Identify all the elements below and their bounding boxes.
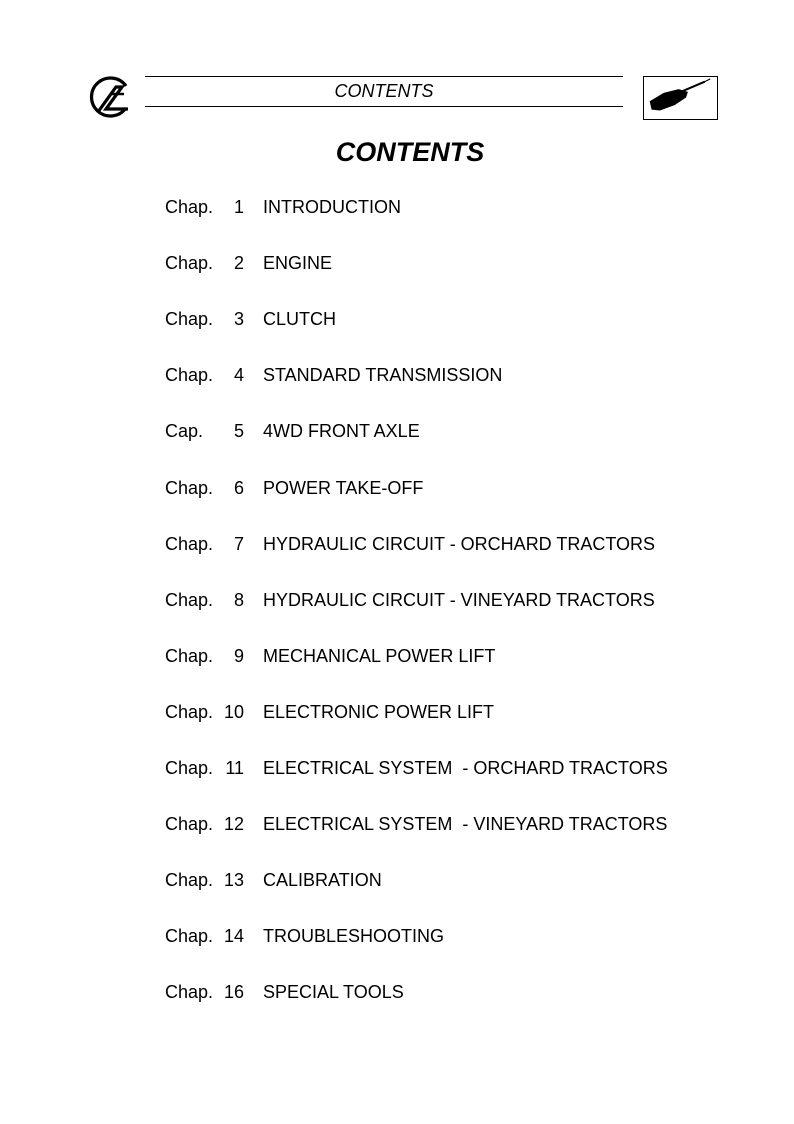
toc-entry — [0, 419, 794, 443]
toc-entry-number: 8 — [233, 589, 244, 610]
toc-entry-title: ELECTRICAL SYSTEM - ORCHARD TRACTORS — [263, 758, 668, 778]
toc-entry — [0, 363, 794, 387]
toc-entry-number: 5 — [233, 421, 244, 442]
toc-entry-number: 4 — [233, 365, 244, 386]
toc-entry — [0, 476, 794, 500]
toc-entry — [0, 195, 794, 219]
toc-entry-title: POWER TAKE-OFF — [263, 477, 424, 498]
toc-entry — [0, 812, 794, 836]
toc-entry-prefix: Cap. — [165, 421, 204, 442]
toc-entry-number: 7 — [233, 533, 244, 554]
toc-entry-prefix: Chap. — [165, 645, 214, 666]
toc-entry-prefix: Chap. — [165, 533, 214, 554]
toc-entry-number: 1 — [233, 197, 244, 217]
toc-entry-title: CALIBRATION — [263, 870, 382, 891]
toc-entry-title: 4WD FRONT AXLE — [263, 421, 420, 442]
toc-entry-number: 12 — [223, 814, 244, 835]
toc-entry-number: 10 — [223, 701, 244, 722]
toc-entry — [0, 644, 794, 668]
toc-entry — [0, 756, 794, 780]
toc-entry-title: CLUTCH — [263, 309, 337, 330]
toc-entry-prefix: Chap. — [165, 814, 214, 835]
toc-entry-title: HYDRAULIC CIRCUIT - VINEYARD TRACTORS — [263, 589, 655, 610]
toc-entry-title: TROUBLESHOOTING — [263, 926, 445, 947]
toc-entry-prefix: Chap. — [165, 589, 214, 610]
toc-entry-title: SPECIAL TOOLS — [263, 982, 404, 1003]
toc-entry — [0, 980, 794, 1004]
toc-entry-number: 11 — [225, 758, 244, 778]
header-title: CONTENTS — [334, 81, 434, 101]
toc-entry-number: 3 — [233, 309, 244, 330]
toc-entry-title: ELECTRICAL SYSTEM - VINEYARD TRACTORS — [263, 814, 668, 835]
toc-entry-number: 14 — [223, 926, 244, 947]
toc-entry-prefix: Chap. — [165, 758, 214, 778]
toc-entry-prefix: Chap. — [165, 365, 214, 386]
toc-entry-number: 9 — [233, 645, 244, 666]
toc-entry — [0, 251, 794, 275]
toc-entry — [0, 588, 794, 612]
toc-entry-title: STANDARD TRANSMISSION — [263, 365, 503, 386]
toc-entry-prefix: Chap. — [165, 870, 214, 891]
toc-entry-number: 16 — [223, 982, 244, 1003]
toc-entry-prefix: Chap. — [165, 982, 214, 1003]
toc-entry-title: ENGINE — [263, 253, 333, 274]
toc-entry-prefix: Chap. — [165, 926, 214, 947]
toc-entry-title: INTRODUCTION — [263, 197, 401, 217]
toc-entry-title: HYDRAULIC CIRCUIT - ORCHARD TRACTORS — [263, 533, 656, 554]
toc-entry-prefix: Chap. — [165, 701, 214, 722]
toc-entry — [0, 532, 794, 556]
toc-entry-prefix: Chap. — [165, 197, 214, 217]
toc-entry-prefix: Chap. — [165, 477, 214, 498]
toc-entry-number: 2 — [233, 253, 244, 274]
toc-entry-number: 6 — [233, 477, 244, 498]
toc-entry-prefix: Chap. — [165, 253, 214, 274]
toc-entry — [0, 924, 794, 948]
toc-entry-title: ELECTRONIC POWER LIFT — [263, 701, 495, 722]
toc-entry — [0, 307, 794, 331]
toc-entry — [0, 700, 794, 724]
toc-entry-prefix: Chap. — [165, 309, 214, 330]
toc-entry — [0, 868, 794, 892]
toc-entry-title: MECHANICAL POWER LIFT — [263, 645, 496, 666]
document-title: CONTENTS — [335, 137, 485, 167]
toc-entry-number: 13 — [223, 870, 244, 891]
